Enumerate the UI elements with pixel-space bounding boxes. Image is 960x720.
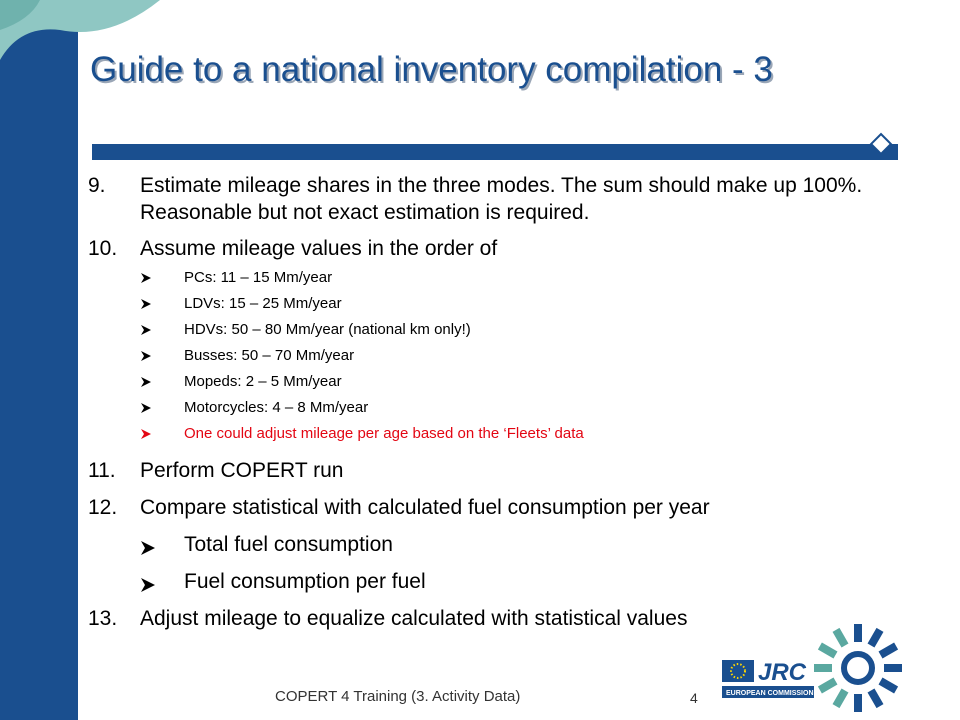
- svg-text:JRC: JRC: [758, 659, 807, 686]
- arrow-bullet-icon: [140, 401, 152, 419]
- arrow-bullet-icon: [140, 427, 152, 445]
- item-text: Adjust mileage to equalize calculated with statistical values: [140, 607, 688, 630]
- item-number: 9.: [88, 174, 106, 197]
- slide-footer: COPERT 4 Training (3. Activity Data): [275, 688, 521, 705]
- sub-item-text: Mopeds: 2 – 5 Mm/year: [184, 373, 342, 390]
- item-number: 11.: [88, 459, 116, 482]
- item-number: 13.: [88, 607, 118, 630]
- sub-list-item: [88, 373, 878, 391]
- sub-item-text: Busses: 50 – 70 Mm/year: [184, 347, 355, 364]
- sub-list-item: [88, 531, 878, 558]
- item-text: Compare statistical with calculated fuel consumption per year: [140, 496, 710, 519]
- list-item: [88, 457, 878, 484]
- sub-item-text: LDVs: 15 – 25 Mm/year: [184, 295, 342, 312]
- sub-list-item: [88, 399, 878, 417]
- sub-list-item: [88, 295, 878, 313]
- sub-list-item: [88, 321, 878, 339]
- sub-item-text: HDVs: 50 – 80 Mm/year (national km only!): [184, 321, 471, 338]
- list-item: [88, 172, 878, 226]
- arrow-bullet-icon: [140, 271, 152, 289]
- item-number: 12.: [88, 496, 118, 519]
- arrow-bullet-icon: [140, 297, 152, 315]
- svg-text:EUROPEAN COMMISSION: EUROPEAN COMMISSION: [726, 690, 814, 697]
- diamond-icon: [868, 131, 894, 157]
- sub-item-text: One could adjust mileage per age based on the ‘Fleets’ data: [184, 425, 584, 442]
- arrow-bullet-icon: [140, 573, 156, 600]
- jrc-logo: [718, 620, 918, 720]
- slide-content: [88, 172, 878, 632]
- sub-item-text: PCs: 11 – 15 Mm/year: [184, 269, 333, 286]
- sub-item-text: Total fuel consumption: [184, 533, 393, 556]
- item-number: 10.: [88, 237, 118, 260]
- arrow-bullet-icon: [140, 536, 156, 563]
- sub-list-item: [88, 269, 878, 287]
- slide-title: Guide to a national inventory compilation - 3: [90, 50, 773, 89]
- sub-list-item: [88, 347, 878, 365]
- sub-list-item: [88, 568, 878, 595]
- title-underline-rule: [92, 144, 898, 160]
- left-decor-band: [0, 0, 78, 720]
- arrow-bullet-icon: [140, 323, 152, 341]
- item-text: Estimate mileage shares in the three modes. The sum should make up 100%. Reasonable but not exact estimation is required.: [140, 174, 863, 224]
- page-number: 4: [690, 690, 698, 706]
- sub-item-text: Motorcycles: 4 – 8 Mm/year: [184, 399, 369, 416]
- item-text: Assume mileage values in the order of: [140, 237, 498, 260]
- item-text: Perform COPERT run: [140, 459, 344, 482]
- sub-item-text: Fuel consumption per fuel: [184, 570, 426, 593]
- sub-list-item-highlight: [88, 425, 878, 443]
- arrow-bullet-icon: [140, 375, 152, 393]
- list-item: [88, 494, 878, 521]
- list-item: [88, 235, 878, 262]
- arrow-bullet-icon: [140, 349, 152, 367]
